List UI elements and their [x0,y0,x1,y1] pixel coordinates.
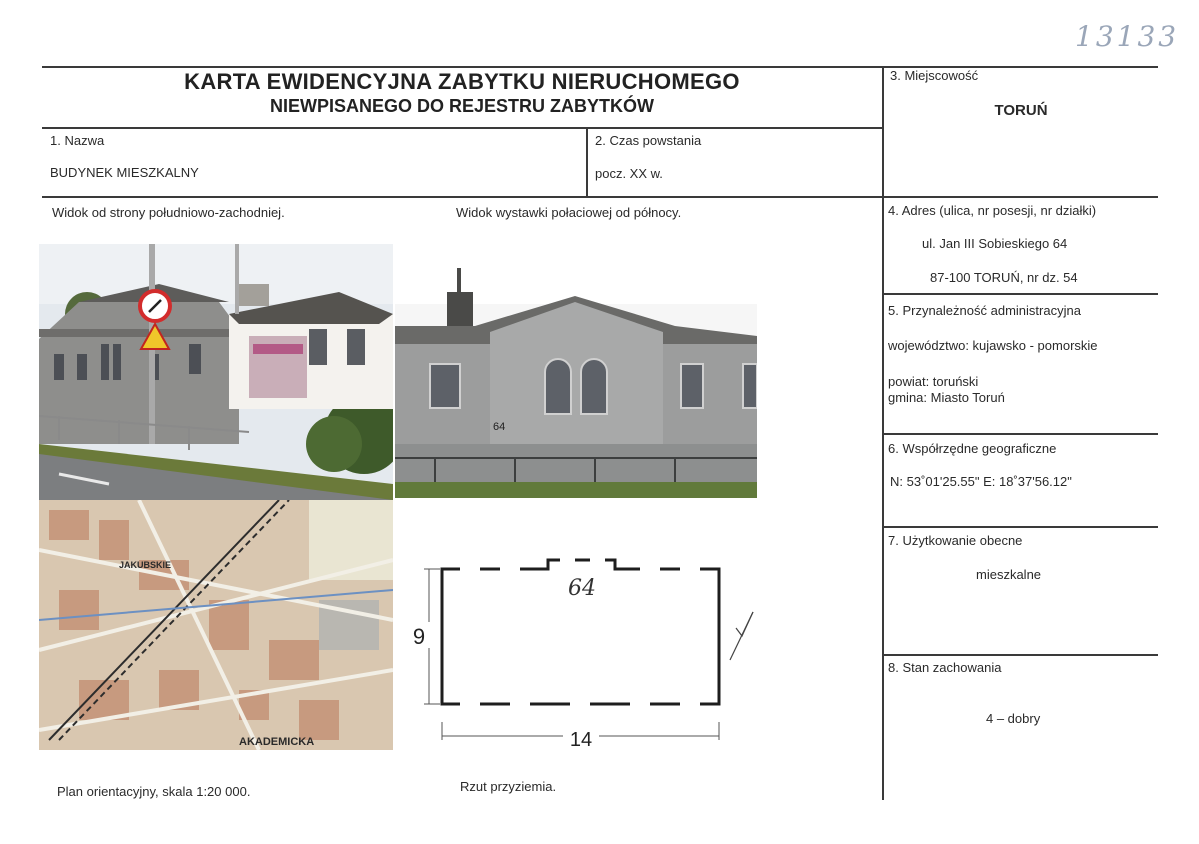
usage-value: mieszkalne [976,567,1042,582]
photo-north-view [395,244,757,498]
coords-value: N: 53˚01'25.55" E: 18˚37'56.12" [890,474,1072,489]
orientation-map [39,500,393,750]
north-arrow-icon [730,612,753,660]
catalogue-number: 13133 [1075,20,1180,53]
floor-plan-depth-label: 9 [412,624,426,649]
photo-southwest-illustration [39,244,393,500]
floor-plan-house-number: 64 [568,576,596,601]
voivodeship-value: województwo: kujawsko - pomorskie [888,338,1098,353]
admin-label: 5. Przynależność administracyjna [888,303,1081,318]
top-border [42,66,1158,68]
floor-plan-width-label: 14 [569,729,593,751]
orientation-map-illustration [39,500,393,750]
name-value: BUDYNEK MIESZKALNY [50,165,199,180]
map-caption: Plan orientacyjny, skala 1:20 000. [57,784,251,799]
commune-value: gmina: Miasto Toruń [888,390,1005,405]
name-row-divider [42,196,1158,198]
floor-plan [400,540,770,760]
map-district-label: JAKUBSKIE [119,560,172,570]
plan-caption: Rzut przyziemia. [460,779,557,794]
form-title: KARTA EWIDENCYJNA ZABYTKU NIERUCHOMEGO [184,69,740,94]
map-street-label: AKADEMICKA [239,736,315,748]
town-label: 3. Miejscowość [890,68,979,83]
form-subtitle: NIEWPISANEGO DO REJESTRU ZABYTKÓW [269,96,655,116]
time-value: pocz. XX w. [595,166,663,181]
address-line2: 87-100 TORUŃ, nr dz. 54 [930,270,1078,285]
name-time-divider [586,127,588,197]
coords-label: 6. Współrzędne geograficzne [888,441,1057,456]
photo-southwest-view [39,244,393,500]
admin-divider [884,433,1158,435]
usage-divider [884,654,1158,656]
coords-divider [884,526,1158,528]
county-value: powiat: toruński [888,374,979,389]
address-line1: ul. Jan III Sobieskiego 64 [922,236,1068,251]
photo-north-illustration [395,244,757,498]
photo1-caption: Widok od strony południowo-zachodniej. [52,205,285,220]
time-label: 2. Czas powstania [595,133,702,148]
header-divider [42,127,883,129]
usage-label: 7. Użytkowanie obecne [888,533,1023,548]
condition-value: 4 – dobry [986,711,1041,726]
photo2-caption: Widok wystawki połaciowej od północy. [456,205,682,220]
address-label: 4. Adres (ulica, nr posesji, nr działki) [888,203,1097,218]
condition-label: 8. Stan zachowania [888,660,1002,675]
address-divider [884,293,1158,295]
town-value: TORUŃ [994,102,1048,119]
svg-text:64: 64 [493,421,506,433]
name-label: 1. Nazwa [50,133,105,148]
floor-plan-drawing [400,540,770,760]
